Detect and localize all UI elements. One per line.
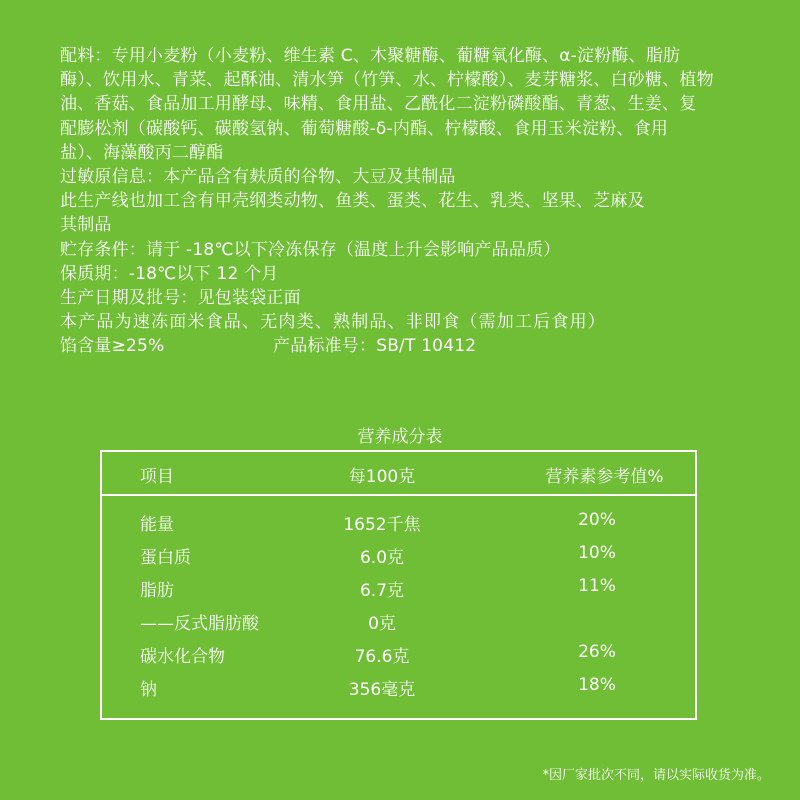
product-standard: 产品标准号：SB/T 10412: [273, 336, 477, 357]
nutrient-nrv: 20%: [578, 510, 616, 530]
header-nrv: 营养素参考值%: [545, 467, 664, 487]
nutrient-name: 钠: [140, 680, 157, 700]
ingredients-line: 酶）、饮用水、青菜、起酥油、清水笋（竹笋、水、柠檬酸）、麦芽糖浆、白砂糖、植物: [60, 70, 714, 91]
ingredients-line: 配膨松剂（碳酸钙、碳酸氢钠、葡萄糖酸-δ-内酯、柠檬酸、食用玉米淀粉、食用: [60, 118, 669, 139]
nutrient-nrv: 18%: [578, 675, 616, 695]
nutrition-title: 营养成分表: [357, 427, 443, 447]
storage-conditions: 贮存条件：请于 -18℃以下冷冻保存（温度上升会影响产品品质）: [60, 239, 561, 260]
nutrient-name: 碳水化合物: [140, 647, 225, 667]
allergen-note: 其制品: [60, 215, 112, 236]
nutrient-value: 356毫克: [348, 680, 416, 700]
production-date: 生产日期及批号：见包装袋正面: [60, 288, 301, 309]
table-row: [102, 543, 695, 575]
product-type: 本产品为速冻面米食品、无肉类、熟制品、非即食（需加工后食用）: [60, 312, 606, 333]
table-row: [102, 675, 695, 707]
shelf-life: 保质期：-18℃以下 12 个月: [60, 263, 279, 284]
nutrient-value: 0克: [368, 614, 396, 634]
table-row: [102, 609, 695, 641]
table-row: [102, 510, 695, 542]
nutrient-name: ——反式脂肪酸: [140, 614, 259, 634]
allergen-note: 此生产线也加工含有甲壳纲类动物、鱼类、蛋类、花生、乳类、坚果、芝麻及: [60, 191, 645, 212]
nutrient-value: 76.6克: [354, 647, 410, 667]
ingredients-line: 盐）、海藻酸丙二醇酯: [60, 142, 224, 163]
nutrition-table: [100, 450, 697, 720]
nutrient-value: 6.0克: [359, 548, 405, 568]
nutrient-name: 能量: [140, 515, 174, 535]
nutrient-name: 脂肪: [140, 581, 174, 601]
header-item: 项目: [140, 467, 174, 487]
table-row: [102, 576, 695, 608]
nutrient-nrv: 26%: [578, 642, 616, 662]
nutrient-nrv: 10%: [578, 543, 616, 563]
nutrient-value: 6.7克: [359, 581, 405, 601]
filling-standard-row: [60, 334, 750, 358]
nutrient-value: 1652千焦: [343, 515, 421, 535]
nutrient-name: 蛋白质: [140, 548, 191, 568]
filling-content: 馅含量≥25%: [60, 336, 165, 357]
table-row: [102, 642, 695, 674]
ingredients-line: 油、香菇、食品加工用酵母、味精、食用盐、乙酰化二淀粉磷酸酯、青葱、生姜、复: [60, 94, 697, 115]
nutrition-table-header: [102, 452, 695, 496]
ingredients-block: [60, 44, 750, 359]
header-per-100g: 每100克: [348, 467, 416, 487]
allergen-info: 过敏原信息：本产品含有麸质的谷物、大豆及其制品: [60, 167, 456, 188]
footnote: *因厂家批次不同，请以实际收货为准。: [542, 768, 770, 783]
ingredients-line: 配料：专用小麦粉（小麦粉、维生素 C、木聚糖酶、葡糖氧化酶、α-淀粉酶、脂肪: [60, 46, 681, 66]
nutrient-nrv: 11%: [578, 576, 616, 596]
